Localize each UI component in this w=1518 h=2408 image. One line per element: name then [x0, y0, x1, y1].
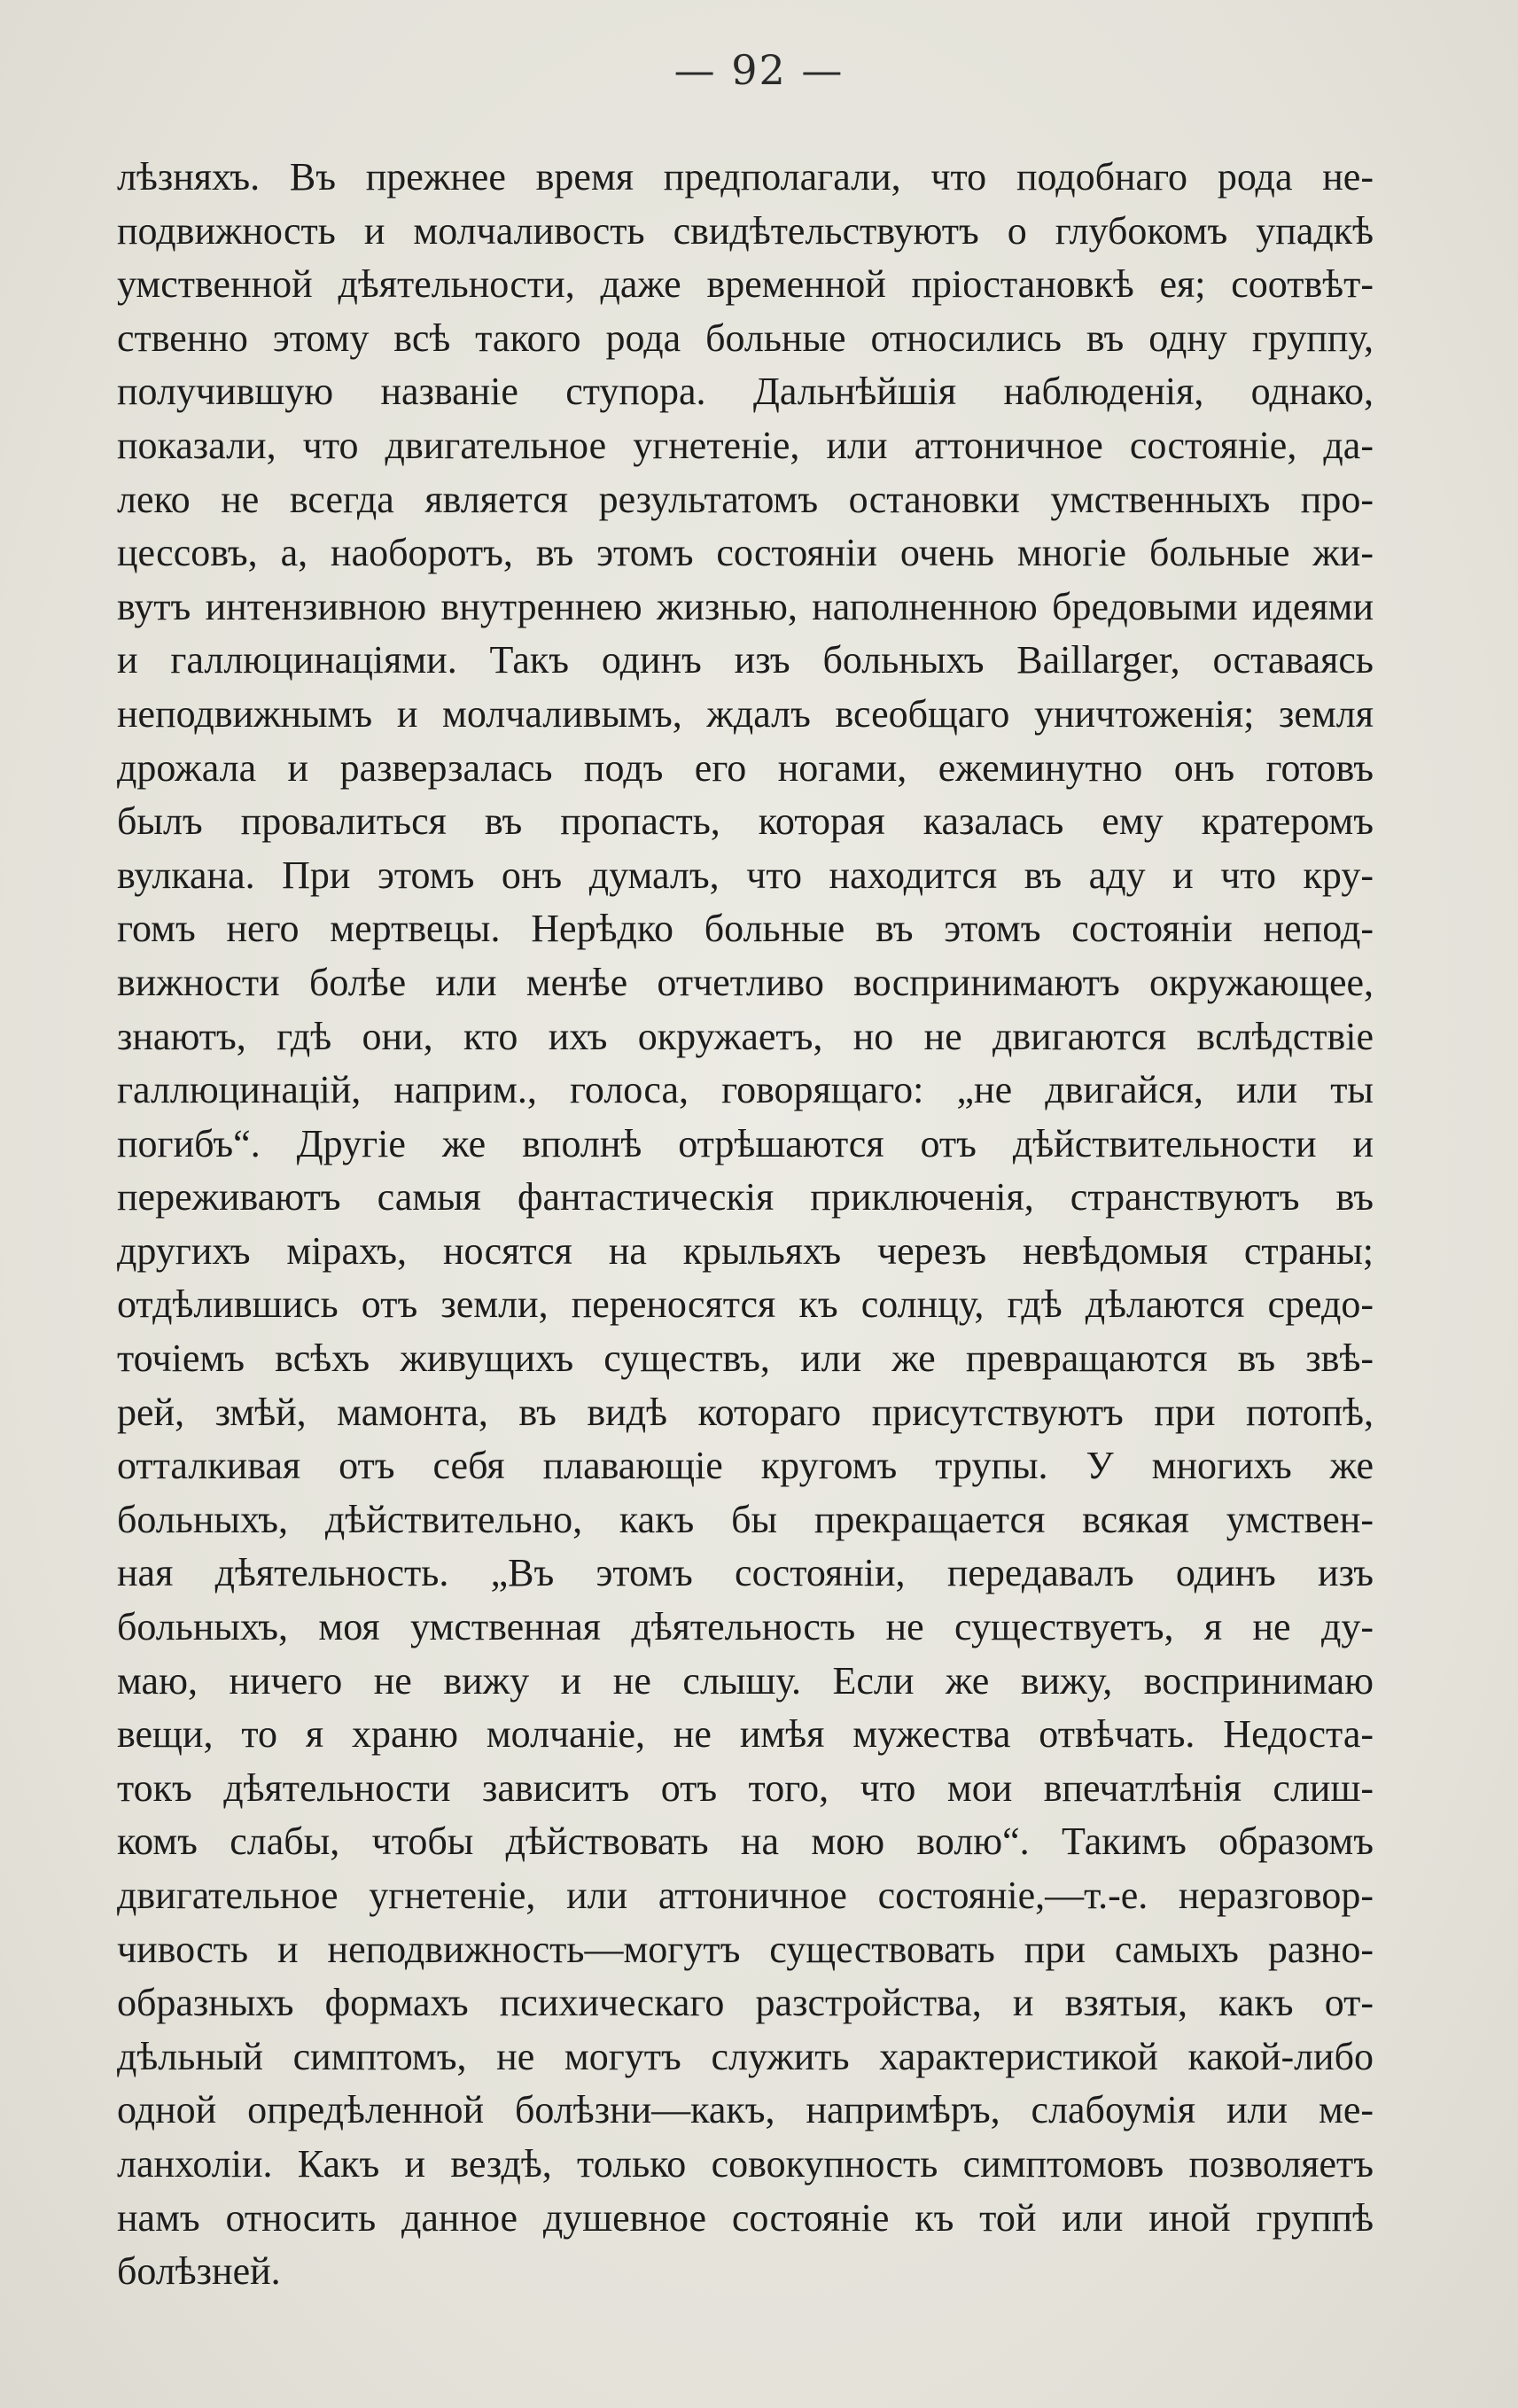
text-line: вулкана. При этомъ онъ думалъ, что находится въ аду и что кру-: [117, 853, 1374, 897]
text-line: образныхъ формахъ психическаго разстройства, и взятыя, какъ от-: [117, 1981, 1374, 2025]
text-line: токъ дѣятельности зависитъ отъ того, что мои впечатлѣнія слиш-: [117, 1765, 1374, 1810]
text-line: подвижность и молчаливость свидѣтельствуютъ о глубокомъ упадкѣ: [117, 208, 1374, 253]
text-line: комъ слабы, чтобы дѣйствовать на мою волю“. Такимъ образомъ: [117, 1820, 1374, 1864]
text-line: гомъ него мертвецы. Нерѣдко больные въ этомъ состояніи непод-: [117, 907, 1374, 951]
text-line: дрожала и разверзалась подъ его ногами, ежеминутно онъ готовъ: [117, 745, 1374, 790]
text-line: показали, что двигательное угнетеніе, или аттоничное состояніе, да-: [117, 423, 1374, 467]
text-line: леко не всегда является результатомъ остановки умственныхъ про-: [117, 477, 1374, 521]
text-line: неподвижнымъ и молчаливымъ, ждалъ всеобщаго уничтоженія; земля: [117, 691, 1374, 736]
text-line: отдѣлившись отъ земли, переносятся къ солнцу, гдѣ дѣлаются средо-: [117, 1282, 1374, 1327]
text-line: погибъ“. Другіе же вполнѣ отрѣшаются отъ дѣйствительности и: [117, 1121, 1374, 1165]
text-line: маю, ничего не вижу и не слышу. Если же вижу, воспринимаю: [117, 1658, 1374, 1703]
text-line: болѣзней.: [117, 2249, 281, 2294]
text-line: больныхъ, дѣйствительно, какъ бы прекращается всякая умствен-: [117, 1497, 1374, 1541]
body-text: [117, 151, 1374, 2299]
text-line: ная дѣятельность. „Въ этомъ состояніи, передавалъ одинъ изъ: [117, 1551, 1374, 1595]
text-line: галлюцинацій, наприм., голоса, говорящаго: „не двигайся, или ты: [117, 1068, 1374, 1112]
text-line: ственно этому всѣ такого рода больные относились въ одну группу,: [117, 316, 1374, 360]
page-number: — 92 —: [673, 46, 845, 94]
text-line: одной опредѣленной болѣзни—какъ, напримѣръ, слабоумія или ме-: [117, 2088, 1374, 2132]
text-line: и галлюцинаціями. Такъ одинъ изъ больныхъ Baillarger, оставаясь: [117, 638, 1374, 682]
text-line: умственной дѣятельности, даже временной пріостановкѣ ея; соотвѣт-: [117, 262, 1374, 307]
text-line: получившую названіе ступора. Дальнѣйшія наблюденія, однако,: [117, 370, 1374, 414]
text-line: отталкивая отъ себя плавающіе кругомъ трупы. У многихъ же: [117, 1444, 1374, 1488]
text-line: другихъ мірахъ, носятся на крыльяхъ черезъ невѣдомыя страны;: [117, 1228, 1374, 1273]
text-line: двигательное угнетеніе, или аттоничное состояніе,—т.-е. неразговор-: [117, 1874, 1374, 1917]
text-line: рей, змѣй, мамонта, въ видѣ котораго присутствуютъ при потопѣ,: [117, 1390, 1374, 1434]
text-line: точіемъ всѣхъ живущихъ существъ, или же превращаются въ звѣ-: [117, 1336, 1374, 1381]
text-line: лѣзняхъ. Въ прежнее время предполагали, что подобнаго рода не-: [117, 155, 1374, 199]
text-line: ланхоліи. Какъ и вездѣ, только совокупность симптомовъ позволяетъ: [117, 2141, 1374, 2186]
text-line: намъ относить данное душевное состояніе къ той или иной группѣ: [117, 2195, 1374, 2240]
text-line: знаютъ, гдѣ они, кто ихъ окружаетъ, но не двигаются вслѣдствіе: [117, 1014, 1374, 1058]
text-line: вутъ интензивною внутреннею жизнью, наполненною бредовыми идеями: [117, 584, 1374, 628]
text-line: чивость и неподвижность—могутъ существовать при самыхъ разно-: [117, 1927, 1374, 1971]
text-line: больныхъ, моя умственная дѣятельность не существуетъ, я не ду-: [117, 1605, 1374, 1649]
text-line: былъ провалиться въ пропасть, которая казалась ему кратеромъ: [117, 799, 1374, 844]
text-line: дѣльный симптомъ, не могутъ служить характеристикой какой-либо: [117, 2034, 1374, 2078]
text-line: вижности болѣе или менѣе отчетливо воспринимаютъ окружающее,: [117, 960, 1374, 1004]
text-line: переживаютъ самыя фантастическія приключенія, странствуютъ въ: [117, 1175, 1374, 1220]
text-line: вещи, то я храню молчаніе, не имѣя мужества отвѣчать. Недоста-: [117, 1712, 1374, 1757]
text-line: цессовъ, а, наоборотъ, въ этомъ состояніи очень многіе больные жи-: [117, 531, 1374, 575]
